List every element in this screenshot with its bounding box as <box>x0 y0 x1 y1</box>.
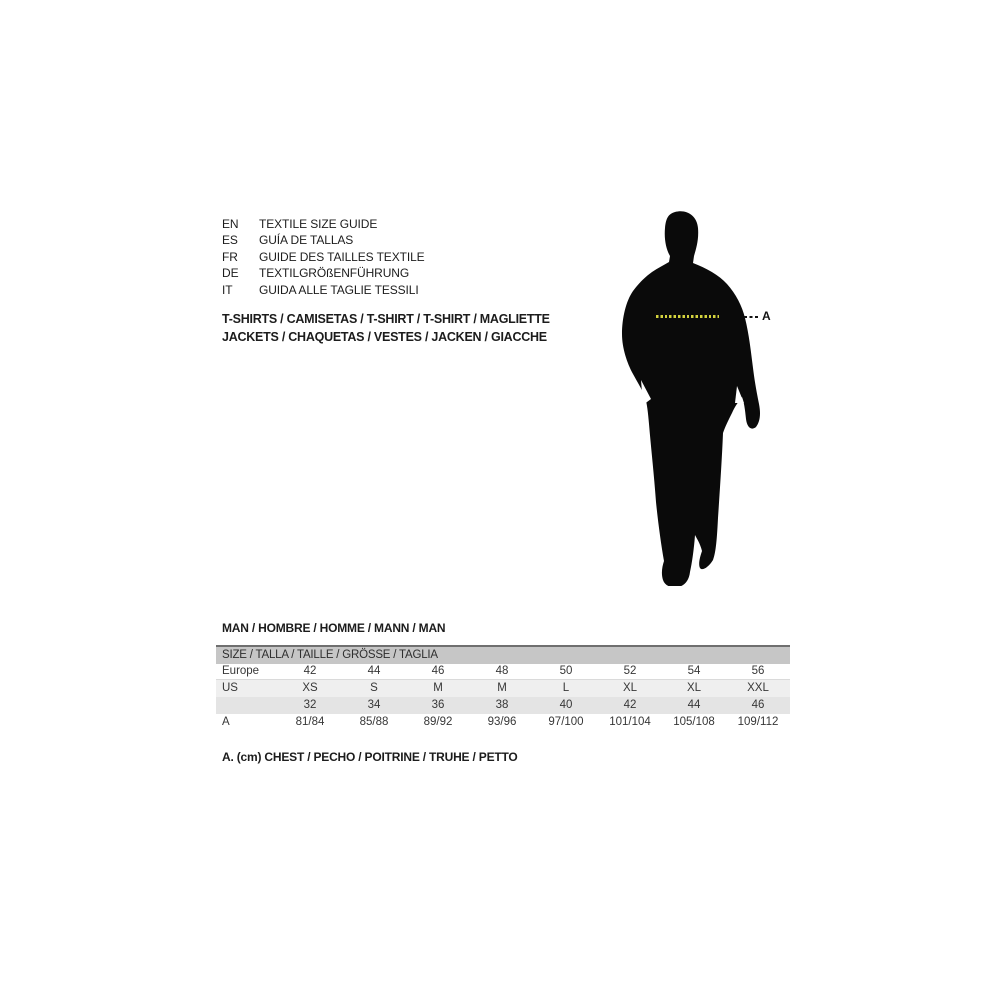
table-cell: XXL <box>747 682 769 694</box>
table-cell: 46 <box>751 699 765 711</box>
table-cell: 93/96 <box>487 716 517 728</box>
table-cell: 44 <box>687 699 701 711</box>
language-code: EN <box>222 217 239 231</box>
table-cell: 40 <box>559 699 573 711</box>
table-row-us <box>216 680 790 697</box>
table-cell: S <box>370 682 378 694</box>
row-label: Europe <box>222 665 260 677</box>
table-cell: 42 <box>303 665 317 677</box>
measure-leader-dashes <box>744 316 759 318</box>
man-silhouette <box>617 206 767 586</box>
size-table <box>216 645 790 731</box>
garment-line-tshirts: T-SHIRTS / CAMISETAS / T-SHIRT / T-SHIRT / MAGLIETTE <box>222 312 550 326</box>
table-cell: M <box>433 682 443 694</box>
language-code: IT <box>222 282 233 297</box>
table-cell: 52 <box>623 665 637 677</box>
table-cell: 105/108 <box>673 716 715 728</box>
man-silhouette-graphic <box>617 206 767 586</box>
garment-categories <box>222 311 550 346</box>
table-cell: 109/112 <box>737 716 779 728</box>
table-cell: M <box>497 682 507 694</box>
table-cell: 48 <box>495 665 509 677</box>
size-table-header: SIZE / TALLA / TAILLE / GRÖSSE / TAGLIA <box>216 647 790 664</box>
table-cell: 42 <box>623 699 637 711</box>
language-row-es <box>222 232 425 248</box>
table-row-chest <box>216 714 790 731</box>
language-title: GUIDA ALLE TAGLIE TESSILI <box>259 282 419 297</box>
language-code: DE <box>222 266 239 281</box>
measure-label-a: A <box>762 309 771 323</box>
table-cell: 81/84 <box>295 716 325 728</box>
table-row-numeric <box>216 697 790 714</box>
table-cell: 34 <box>367 699 381 711</box>
language-row-it <box>222 282 425 298</box>
table-cell: 85/88 <box>359 716 389 728</box>
language-title: TEXTILE SIZE GUIDE <box>259 217 378 231</box>
table-cell: 46 <box>431 665 445 677</box>
table-cell: 56 <box>751 665 765 677</box>
chest-measure-dotted-line <box>656 315 719 318</box>
language-code: FR <box>222 249 238 264</box>
measurement-footnote: A. (cm) CHEST / PECHO / POITRINE / TRUHE / PETTO <box>222 750 518 764</box>
table-row-europe <box>216 664 790 680</box>
table-cell: 38 <box>495 699 509 711</box>
garment-line-jackets: JACKETS / CHAQUETAS / VESTES / JACKEN / GIACCHE <box>222 329 547 344</box>
table-title: MAN / HOMBRE / HOMME / MANN / MAN <box>222 621 446 635</box>
table-cell: 36 <box>431 699 445 711</box>
table-cell: 89/92 <box>423 716 453 728</box>
table-cell: XL <box>622 682 638 694</box>
language-title: GUÍA DE TALLAS <box>259 233 354 248</box>
language-code: ES <box>222 233 238 248</box>
language-row-fr <box>222 249 425 265</box>
language-title: GUIDE DES TAILLES TEXTILE <box>259 249 425 264</box>
table-cell: L <box>562 682 570 694</box>
row-label <box>216 697 278 714</box>
table-cell: 54 <box>687 665 701 677</box>
table-cell: 44 <box>367 665 381 677</box>
table-cell: XL <box>686 682 702 694</box>
table-cell: 101/104 <box>609 716 651 728</box>
table-cell: 32 <box>303 699 317 711</box>
row-label: A <box>222 716 230 728</box>
language-row-de <box>222 265 425 281</box>
table-cell: XS <box>302 682 318 694</box>
language-row-en <box>222 216 425 232</box>
language-list <box>222 216 425 298</box>
table-cell: 97/100 <box>548 716 584 728</box>
language-title: TEXTILGRÖßENFÜHRUNG <box>259 266 410 281</box>
table-cell: 50 <box>559 665 573 677</box>
row-label: US <box>222 682 238 694</box>
